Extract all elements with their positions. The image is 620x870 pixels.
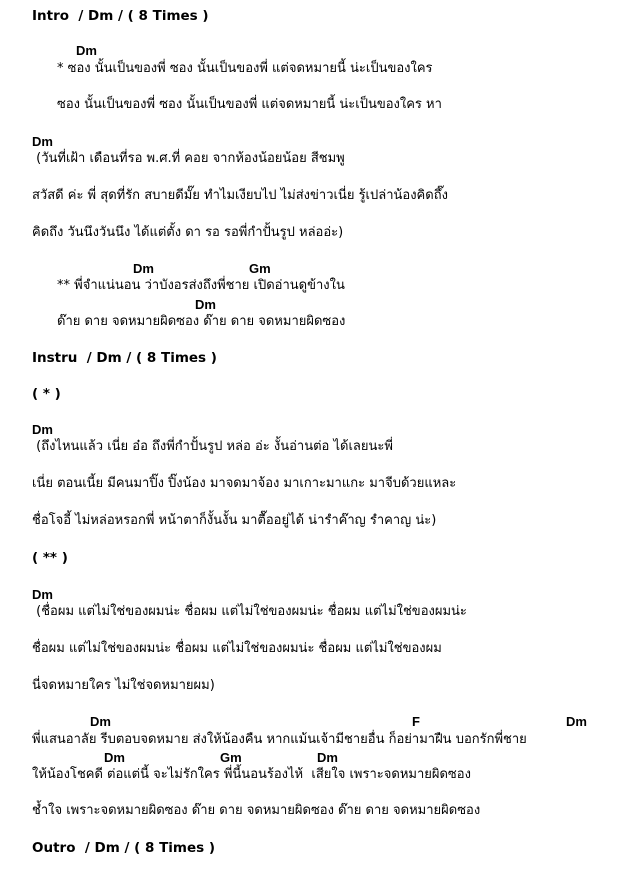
lyric-line: ซอง นั้นเป็นของพี่ ซอง นั้นเป็นของพี่ แต่จดหมายนี้ น่ะเป็นของใคร หา [57, 97, 442, 112]
repeat-marker: ( * ) [32, 386, 61, 402]
lyric-line: นี่จดหมายใคร ไม่ใช่จดหมายผม) [32, 678, 215, 693]
lyric-line: สวัสดี ค่ะ พี่ สุดที่รัก สบายดีมั๊ย ทำไมเงียบไป ไม่ส่งข่าวเนี่ย รู้เปล่าน้องคิดถึ๊ง [32, 188, 448, 203]
lyric-line: คิดถึง วันนึงวันนึง ได้แต่ตั้ง ดา รอ รอพี่กำปั้นรูป หล่ออ่ะ) [32, 225, 344, 240]
outro-heading: Outro / Dm / ( 8 Times ) [32, 840, 216, 856]
lyric-line: * ซอง นั้นเป็นของพี่ ซอง นั้นเป็นของพี่ แต่จดหมายนี้ น่ะเป็นของใคร [57, 61, 433, 76]
lyric-line: (ถึงไหนแล้ว เนี่ย อ๋อ ถึงพี่กำปั้นรูป หล่อ อ่ะ งั้นอ่านต่อ ได้เลยนะพี่ [32, 439, 393, 454]
chord-label: Dm [566, 714, 587, 729]
lyric-line: (วันที่เฝ้า เดือนที่รอ พ.ศ.ที่ คอย จากห้องน้อยน้อย สีชมพู [32, 151, 345, 166]
lyric-line: พี่แสนอาลัย รีบตอบจดหมาย ส่งให้น้องคืน หากแม้นเจ้ามีชายอื่น ก็อย่ามาฝืน บอกรักพี่ชาย [32, 732, 527, 747]
chord-label: Gm [249, 261, 271, 276]
intro-heading: Intro / Dm / ( 8 Times ) [32, 8, 209, 24]
chord-label: Dm [76, 43, 97, 58]
chord-label: F [412, 714, 420, 729]
repeat-marker: ( ** ) [32, 550, 68, 566]
lyric-line: เนี่ย ตอนเนี้ย มีคนมาปิ๊ง ปิ๊งน้อง มาจดมาจ้อง มาเกาะมาแกะ มาจีบด้วยแหละ [32, 476, 457, 491]
chord-label: Dm [90, 714, 111, 729]
chord-label: Dm [32, 134, 53, 149]
chord-label: Dm [317, 750, 338, 765]
chord-label: Gm [220, 750, 242, 765]
chord-label: Dm [32, 422, 53, 437]
lyric-line: ชื่อผม แต่ไม่ใช่ของผมน่ะ ชื่อผม แต่ไม่ใช่ของผมน่ะ ชื่อผม แต่ไม่ใช่ของผม [32, 641, 442, 656]
lyric-line: ด๊าย ดาย จดหมายผิดซอง ด๊าย ดาย จดหมายผิดซอง [57, 314, 346, 329]
lyric-line: ช้ำใจ เพราะจดหมายผิดซอง ด๊าย ดาย จดหมายผิดซอง ด๊าย ดาย จดหมายผิดซอง [32, 803, 481, 818]
lyric-line: ชื่อโจอี้ ไม่หล่อหรอกพี่ หน้าตาก็งั้นงั้น มาตื๊ออยู่ได้ น่ารำค๊าญ รำคาญ น่ะ) [32, 513, 437, 528]
chord-label: Dm [32, 587, 53, 602]
lyric-line: ให้น้องโชคดี ต่อแต่นี้ จะไม่รักใคร พี่นี้นอนร้องไห้ เสียใจ เพราะจดหมายผิดซอง [32, 767, 471, 782]
chord-label: Dm [104, 750, 125, 765]
chord-label: Dm [133, 261, 154, 276]
chord-label: Dm [195, 297, 216, 312]
instru-heading: Instru / Dm / ( 8 Times ) [32, 350, 217, 366]
lyric-line: (ชื่อผม แต่ไม่ใช่ของผมน่ะ ชื่อผม แต่ไม่ใช่ของผมน่ะ ชื่อผม แต่ไม่ใช่ของผมน่ะ [32, 604, 467, 619]
lyric-line: ** พี่จำแน่นอน ว่าบังอรส่งถึงพี่ชาย เปิดอ่านดูข้างใน [57, 278, 345, 293]
